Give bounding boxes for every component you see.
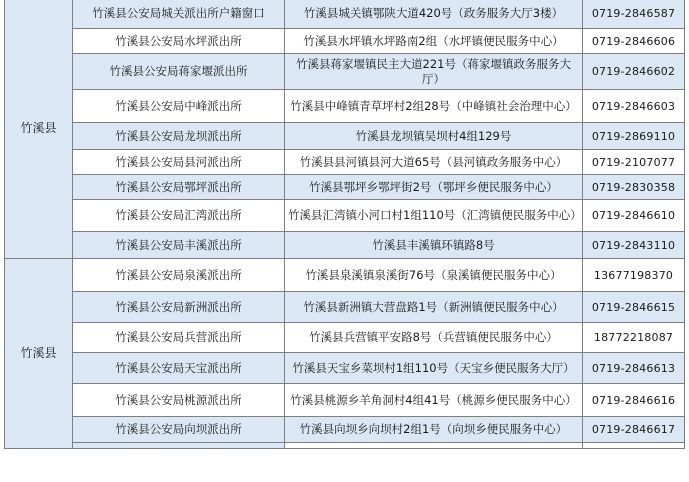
station-address: 竹溪县水坪镇水坪路南2组（水坪镇便民服务中心）	[285, 29, 583, 54]
station-name: 竹溪县公安局天宝派出所	[73, 353, 285, 384]
table-row	[5, 259, 685, 292]
table-row	[5, 353, 685, 384]
station-name: 竹溪县公安局龙坝派出所	[73, 123, 285, 150]
station-name: 竹溪县公安局兵营派出所	[73, 323, 285, 353]
station-phone: 0719-2846613	[583, 353, 685, 384]
table-row	[5, 54, 685, 90]
station-phone: 0719-2846617	[583, 417, 685, 443]
station-address: 竹溪县新洲镇大营盘路1号（新洲镇便民服务中心）	[285, 292, 583, 323]
station-name: 竹溪县公安局新洲派出所	[73, 292, 285, 323]
station-address: 竹溪县桃源乡羊角洞村4组41号（桃源乡便民服务中心）	[285, 384, 583, 417]
station-address: 竹溪县鄂坪乡鄂坪街2号（鄂坪乡便民服务中心）	[285, 175, 583, 200]
station-address: 竹溪县泉溪镇泉溪街76号（泉溪镇便民服务中心）	[285, 259, 583, 292]
station-phone: 13677198370	[583, 259, 685, 292]
station-address: 竹溪县兵营镇平安路8号（兵营镇便民服务中心）	[285, 323, 583, 353]
station-name: 竹溪县公安局蒋家堰派出所	[73, 54, 285, 90]
station-address: 竹溪县蒋家堰镇民主大道221号（蒋家堰镇政务服务大厅）	[285, 54, 583, 90]
table-row	[5, 0, 685, 29]
table-row	[5, 90, 685, 123]
station-address: 竹溪县龙坝镇吴坝村4组129号	[285, 123, 583, 150]
station-address: 竹溪县县河镇县河大道65号（县河镇政务服务中心）	[285, 150, 583, 175]
table-row	[5, 417, 685, 443]
county-cell: 竹溪县	[5, 259, 73, 449]
station-name: 竹溪县公安局汇湾派出所	[73, 200, 285, 232]
station-address: 竹溪县城关镇鄂陕大道420号（政务服务大厅3楼）	[285, 0, 583, 29]
station-phone: 0719-2846616	[583, 384, 685, 417]
station-name: 竹溪县公安局泉溪派出所	[73, 259, 285, 292]
station-phone: 0719-2830358	[583, 175, 685, 200]
table-row	[5, 150, 685, 175]
table-row	[5, 292, 685, 323]
station-phone: 0719-2846615	[583, 292, 685, 323]
station-name: 竹溪县公安局向坝派出所	[73, 417, 285, 443]
county-cell: 竹溪县	[5, 0, 73, 259]
station-name: 竹溪县公安局水坪派出所	[73, 29, 285, 54]
table-row	[5, 123, 685, 150]
station-name: 竹溪县公安局鄂坪派出所	[73, 175, 285, 200]
table-row	[5, 232, 685, 259]
police-station-table-container	[4, 0, 684, 449]
station-name: 竹溪县公安局中峰派出所	[73, 90, 285, 123]
table-row-partial	[5, 443, 685, 449]
station-phone: 0719-2843110	[583, 232, 685, 259]
county-cell-partial	[73, 443, 285, 449]
station-address: 竹溪县向坝乡向坝村2组1号（向坝乡便民服务中心）	[285, 417, 583, 443]
table-row	[5, 175, 685, 200]
station-name: 竹溪县公安局桃源派出所	[73, 384, 285, 417]
station-phone: 0719-2869110	[583, 123, 685, 150]
station-name: 竹溪县公安局城关派出所户籍窗口	[73, 0, 285, 29]
station-name-partial	[285, 443, 583, 449]
table-row	[5, 384, 685, 417]
station-phone: 0719-2846603	[583, 90, 685, 123]
station-phone: 0719-2846587	[583, 0, 685, 29]
station-name: 竹溪县公安局县河派出所	[73, 150, 285, 175]
station-address-partial	[583, 443, 685, 449]
police-station-table	[4, 0, 685, 449]
table-row	[5, 200, 685, 232]
station-phone: 0719-2107077	[583, 150, 685, 175]
station-address: 竹溪县丰溪镇环镇路8号	[285, 232, 583, 259]
station-phone: 18772218087	[583, 323, 685, 353]
station-phone: 0719-2846610	[583, 200, 685, 232]
station-address: 竹溪县天宝乡菜坝村1组110号（天宝乡便民服务大厅）	[285, 353, 583, 384]
table-row	[5, 323, 685, 353]
station-phone: 0719-2846606	[583, 29, 685, 54]
station-address: 竹溪县中峰镇青草坪村2组28号（中峰镇社会治理中心）	[285, 90, 583, 123]
table-row	[5, 29, 685, 54]
station-phone: 0719-2846602	[583, 54, 685, 90]
station-name: 竹溪县公安局丰溪派出所	[73, 232, 285, 259]
station-address: 竹溪县汇湾镇小河口村1组110号（汇湾镇便民服务中心）	[285, 200, 583, 232]
